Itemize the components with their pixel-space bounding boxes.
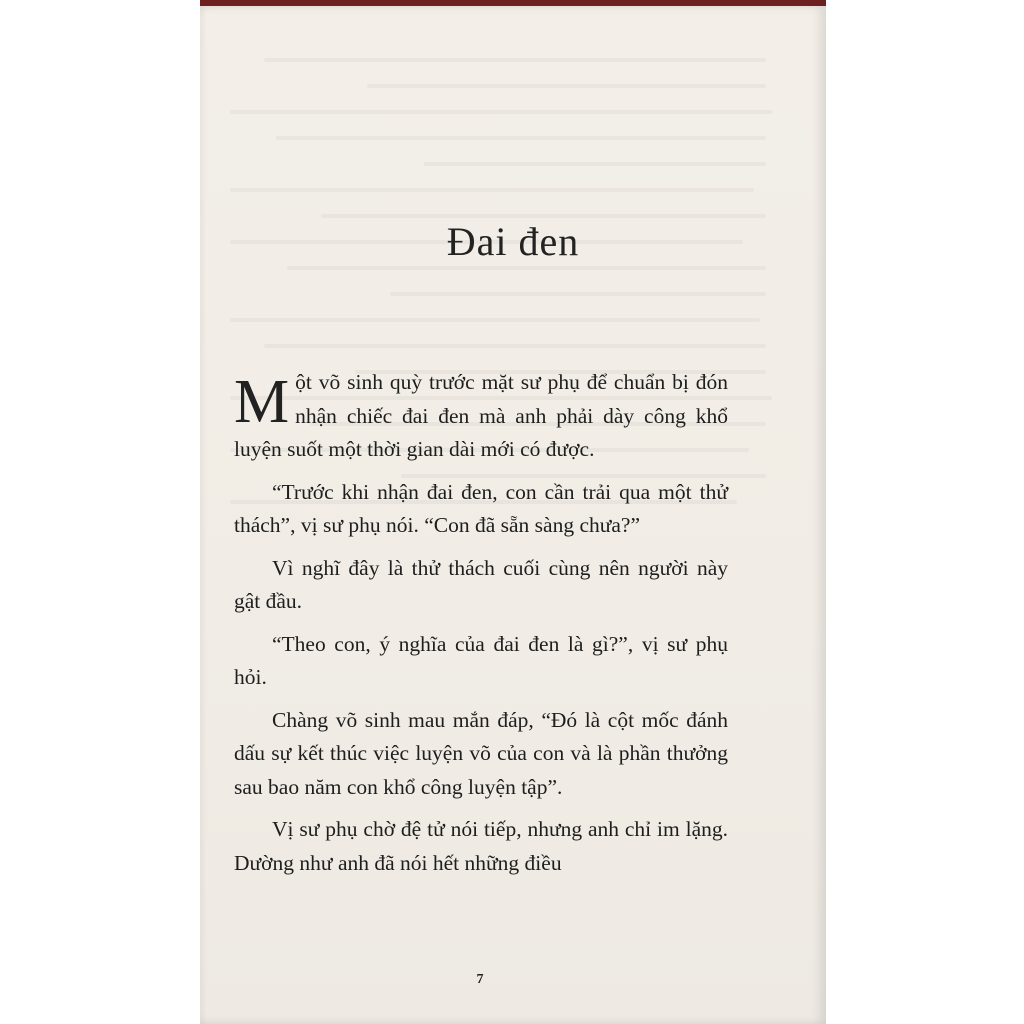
body-text [234,366,728,889]
paragraph-1 [234,366,728,467]
chapter-title: Đai đen [446,219,580,264]
book-page [200,6,826,1024]
page-number: 7 [476,972,484,987]
background-left [0,0,200,1024]
paragraph-4: “Theo con, ý nghĩa của đai đen là gì?”, vị sư phụ hỏi. [234,631,728,689]
paragraph-2: “Trước khi nhận đai đen, con cần trải qua một thử thách”, vị sư phụ nói. “Con đã sẵn sàng chưa?” [234,479,728,537]
paragraph-5: Chàng võ sinh mau mắn đáp, “Đó là cột mốc đánh dấu sự kết thúc việc luyện võ của con và là phần thưởng sau bao năm con khổ công luyện tập”. [234,707,728,799]
paragraph-3: Vì nghĩ đây là thử thách cuối cùng nên người này gật đầu. [234,555,728,613]
paragraph-1-text: ột võ sinh quỳ trước mặt sư phụ để chuẩn bị đón nhận chiếc đai đen mà anh phải dày công khổ luyện suốt một thời gian dài mới có được. [234,370,728,461]
paragraph-6: Vị sư phụ chờ đệ tử nói tiếp, nhưng anh chỉ im lặng. Dường như anh đã nói hết những điều [234,817,728,875]
background-right [826,0,1024,1024]
drop-cap: M [234,368,290,436]
